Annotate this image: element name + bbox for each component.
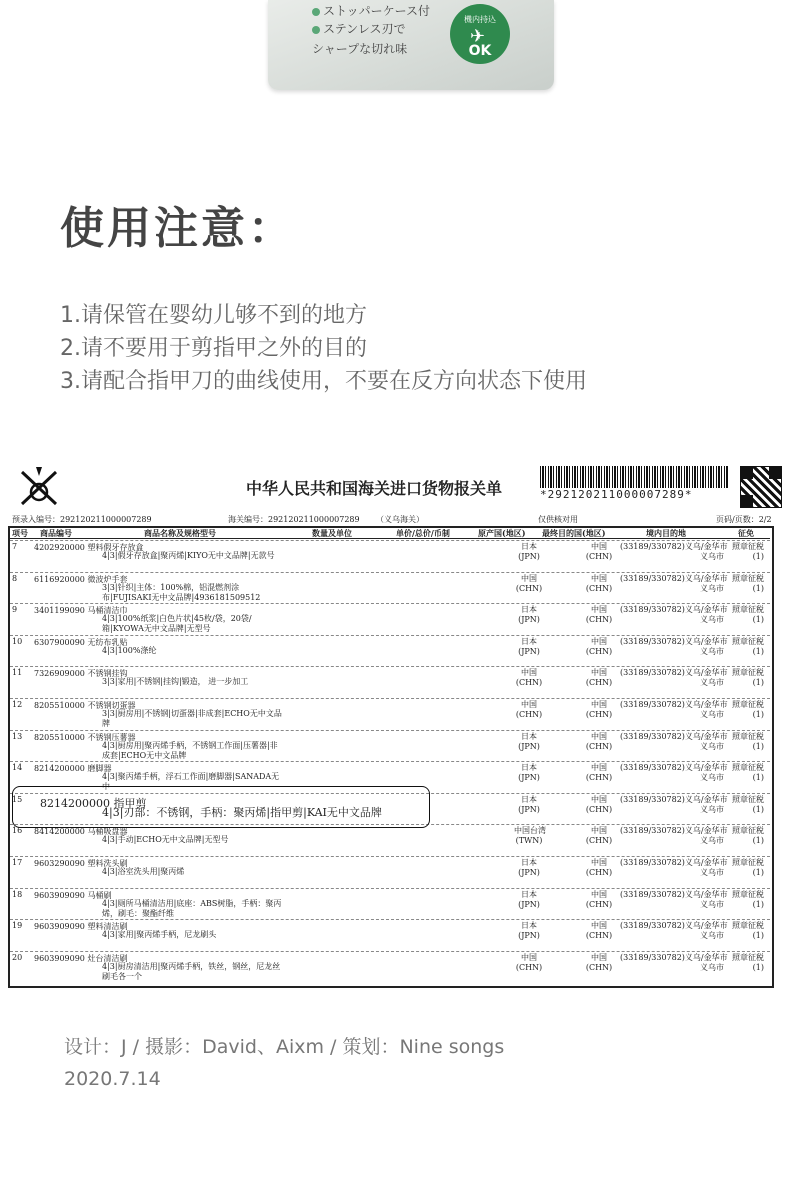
row-specification: 4|3|假牙存放盒|聚丙烯|KIYO无中文品牌|无款号: [102, 551, 275, 560]
row-duty-type: 照章征税 (1): [732, 668, 764, 688]
row-specification: 4|3|厕所马桶清洁用|底座：ABS树脂，手柄：聚丙烯，刷毛：聚酯纤维: [102, 898, 282, 918]
row-commodity-code: 4202920000 塑料假牙存放盒: [34, 543, 144, 552]
table-row: [10, 635, 770, 667]
row-destination-country: 中国 (CHN): [585, 700, 613, 719]
row-commodity-code: 7326909000 不锈钢挂钩: [34, 669, 128, 679]
row-destination-country: 中国 (CHN): [585, 952, 613, 972]
row-item-number: 16: [12, 826, 23, 836]
qr-code: [740, 466, 782, 508]
table-row: [10, 698, 770, 730]
row-duty-type: 照章征税 (1): [732, 794, 764, 814]
row-item-number: 10: [12, 636, 23, 646]
row-specification: 3|3|厨房用|不锈钢|切蛋器|非成套|ECHO无中文品牌: [102, 709, 282, 728]
row-commodity-code: 8214200000 磨脚器: [34, 764, 112, 774]
customs-declaration-document: [8, 456, 772, 986]
row-destination-country: 中国 (CHN): [585, 542, 613, 561]
row-domestic-destination: (33189/330782)义乌/金华市 义乌市: [620, 921, 728, 941]
row-duty-type: 照章征税 (1): [732, 858, 764, 877]
row-domestic-destination: (33189/330782)义乌/金华市 义乌市: [620, 794, 728, 814]
header-rule: [10, 538, 770, 539]
row-destination-country: 中国 (CHN): [585, 858, 613, 877]
row-destination-country: 中国 (CHN): [585, 668, 613, 688]
document-title: 中华人民共和国海关进口货物报关单: [246, 479, 503, 498]
row-duty-type: 照章征税 (1): [732, 573, 764, 593]
row-origin-country: 日本 (JPN): [518, 921, 540, 941]
row-item-number: 9: [12, 605, 18, 615]
row-domestic-destination: (33189/330782)义乌/金华市 义乌市: [620, 826, 728, 846]
row-domestic-destination: (33189/330782)义乌/金华市 义乌市: [620, 858, 728, 877]
row-origin-country: 中国 (CHN): [515, 573, 543, 593]
column-header: 商品编号: [40, 528, 72, 538]
note-3: 3.请配合指甲刀的曲线使用，不要在反方向状态下使用: [60, 369, 587, 394]
column-header: 原产国(地区): [478, 528, 526, 538]
row-item-number: 8: [12, 573, 18, 583]
column-header: 单价/总价/币制: [396, 528, 450, 538]
row-duty-type: 照章征税 (1): [732, 605, 764, 625]
row-origin-country: 日本 (JPN): [518, 858, 540, 877]
row-specification: 3|3|针织|主体：100%棉，铝混燃剂涂布|FUJISAKI无中文品牌|4936181509512: [102, 582, 261, 602]
row-origin-country: 日本 (JPN): [518, 605, 540, 625]
row-destination-country: 中国 (CHN): [585, 573, 613, 593]
row-specification: 4|3|家用|聚丙烯手柄，尼龙刷头: [102, 930, 217, 940]
row-specification: 4|3|浴室洗头用|聚丙烯: [102, 867, 185, 876]
row-duty-type: 照章征税 (1): [732, 542, 764, 561]
table-row: [10, 730, 770, 762]
table-row: [10, 951, 770, 983]
usage-notes-heading: 使用注意：: [60, 203, 295, 254]
row-specification: 4|3|100%涤纶: [102, 645, 157, 655]
row-domestic-destination: (33189/330782)义乌/金华市 义乌市: [620, 700, 728, 719]
row-commodity-code: 6116920000 微波炉手套: [34, 574, 128, 584]
row-origin-country: 日本 (JPN): [518, 889, 540, 909]
row-origin-country: 日本 (JPN): [518, 542, 540, 561]
table-row: [10, 603, 770, 635]
row-duty-type: 照章征税 (1): [732, 826, 764, 846]
row-domestic-destination: (33189/330782)义乌/金华市 义乌市: [620, 573, 728, 593]
customs-port: （义乌海关）: [376, 515, 424, 524]
row-destination-country: 中国 (CHN): [585, 921, 613, 941]
row-destination-country: 中国 (CHN): [585, 794, 613, 814]
carry-on-ok-seal: 機内持込 ✈ OK: [450, 4, 510, 64]
row-item-number: 13: [12, 731, 23, 741]
row-item-number: 12: [12, 700, 23, 709]
row-destination-country: 中国 (CHN): [585, 826, 613, 846]
row-commodity-code: 9603909090 灶台清洁刷: [34, 953, 128, 963]
table-row: [10, 572, 770, 604]
airplane-icon: ✈: [470, 26, 486, 47]
package-line: ステンレス刃で: [312, 20, 406, 37]
row-duty-type: 照章征税 (1): [732, 952, 764, 972]
row-destination-country: 中国 (CHN): [585, 605, 613, 625]
row-domestic-destination: (33189/330782)义乌/金华市 义乌市: [620, 668, 728, 688]
table-row: [10, 919, 770, 951]
row-origin-country: 日本 (JPN): [518, 731, 540, 751]
column-header: 境内目的地: [646, 528, 686, 538]
column-header: 征免: [738, 528, 754, 538]
row-origin-country: 日本 (JPN): [518, 636, 540, 656]
customs-number: 海关编号：292120211000007289: [228, 515, 360, 524]
barcode: [540, 466, 728, 488]
row-specification: 3|3|家用|不锈钢|挂钩|锻造， 进一步加工: [102, 677, 249, 687]
note-1: 1.请保管在婴幼儿够不到的地方: [60, 303, 367, 328]
row-commodity-code: 8205510000 不锈钢切蛋器: [34, 701, 136, 710]
row-domestic-destination: (33189/330782)义乌/金华市 义乌市: [620, 731, 728, 751]
row-destination-country: 中国 (CHN): [585, 763, 613, 783]
product-package-image: [268, 0, 554, 90]
row-domestic-destination: (33189/330782)义乌/金华市 义乌市: [620, 889, 728, 909]
row-destination-country: 中国 (CHN): [585, 889, 613, 909]
row-specification: 4|3|刃部：不锈钢，手柄：聚丙烯|指甲剪|KAI无中文品牌: [102, 805, 382, 819]
row-duty-type: 照章征税 (1): [732, 731, 764, 751]
row-commodity-code: 8414200000 马桶吸盘器: [34, 827, 128, 837]
table-row: [10, 824, 770, 856]
row-specification: 4|3|聚丙烯手柄，浮石工作面|磨脚器|SANADA无中: [102, 772, 280, 792]
row-commodity-code: 6307900090 无纺布乳贴: [34, 637, 128, 647]
row-specification: 4|3|100%纸浆|白色片状|45枚/袋，20袋/箱|KYOWA无中文品牌|无型号: [102, 614, 252, 634]
date-line: 2020.7.14: [64, 1068, 161, 1090]
package-line: シャープな切れ味: [312, 42, 408, 56]
row-item-number: 11: [12, 668, 23, 678]
row-origin-country: 中国 (CHN): [515, 952, 543, 972]
row-commodity-code: 8214200000 指甲剪: [40, 796, 147, 810]
row-specification: 4|3|厨房用|聚丙烯手柄，不锈钢工作面|压薯器|非成套|ECHO无中文品牌: [102, 740, 278, 760]
row-domestic-destination: (33189/330782)义乌/金华市 义乌市: [620, 605, 728, 625]
column-header: 商品名称及规格型号: [144, 528, 216, 538]
row-commodity-code: 8205510000 不锈钢压薯器: [34, 732, 136, 742]
row-duty-type: 照章征税 (1): [732, 700, 764, 719]
column-header: 项号: [12, 528, 28, 538]
row-origin-country: 中国 (CHN): [515, 668, 543, 688]
row-specification: 4|3|厨房清洁用|聚丙烯手柄，铁丝，钢丝，尼龙丝刷毛各一个: [102, 961, 281, 981]
row-commodity-code: 9603290090 塑料洗头刷: [34, 859, 128, 868]
row-item-number: 15: [12, 794, 23, 804]
table-row: [10, 856, 770, 888]
row-origin-country: 日本 (JPN): [518, 794, 540, 814]
table-row: [10, 888, 770, 920]
row-duty-type: 照章征税 (1): [732, 636, 764, 656]
credits-line: 设计：J / 摄影：David、Aixm / 策划：Nine songs: [64, 1036, 505, 1058]
verify-only-note: 仅供核对用: [538, 515, 578, 524]
row-commodity-code: 9603909090 马桶刷: [34, 890, 112, 900]
row-duty-type: 照章征税 (1): [732, 889, 764, 909]
table-row: [10, 666, 770, 698]
row-origin-country: 中国 (CHN): [515, 700, 543, 719]
row-destination-country: 中国 (CHN): [585, 636, 613, 656]
pre-entry-number: 预录入编号：292120211000007289: [12, 515, 152, 524]
row-origin-country: 日本 (JPN): [518, 763, 540, 783]
row-item-number: 14: [12, 763, 23, 773]
row-origin-country: 中国台湾 (TWN): [514, 826, 546, 846]
column-header: 最终目的国(地区): [542, 528, 606, 538]
row-duty-type: 照章征税 (1): [732, 921, 764, 941]
row-domestic-destination: (33189/330782)义乌/金华市 义乌市: [620, 636, 728, 656]
row-item-number: 20: [12, 952, 23, 962]
row-domestic-destination: (33189/330782)义乌/金华市 义乌市: [620, 542, 728, 561]
row-destination-country: 中国 (CHN): [585, 731, 613, 751]
row-item-number: 18: [12, 889, 23, 899]
row-item-number: 17: [12, 858, 23, 867]
page-count: 页码/页数：2/2: [716, 515, 772, 524]
table-row: [10, 540, 770, 572]
column-header: 数量及单位: [312, 528, 352, 538]
row-commodity-code: 3401199090 马桶清洁巾: [34, 606, 128, 616]
row-duty-type: 照章征税 (1): [732, 763, 764, 783]
barcode-number: *292120211000007289*: [540, 488, 693, 501]
row-item-number: 19: [12, 921, 23, 931]
row-commodity-code: 9603909090 塑料清洁刷: [34, 922, 128, 932]
row-specification: 4|3|手动|ECHO无中文品牌|无型号: [102, 835, 229, 845]
customs-emblem-icon: [16, 464, 62, 510]
row-domestic-destination: (33189/330782)义乌/金华市 义乌市: [620, 952, 728, 972]
row-item-number: 7: [12, 542, 18, 551]
row-domestic-destination: (33189/330782)义乌/金华市 义乌市: [620, 763, 728, 783]
package-line: ストッパーケース付: [312, 2, 430, 19]
note-2: 2.请不要用于剪指甲之外的目的: [60, 336, 367, 361]
highlight-box-nail-clipper: [12, 786, 430, 828]
